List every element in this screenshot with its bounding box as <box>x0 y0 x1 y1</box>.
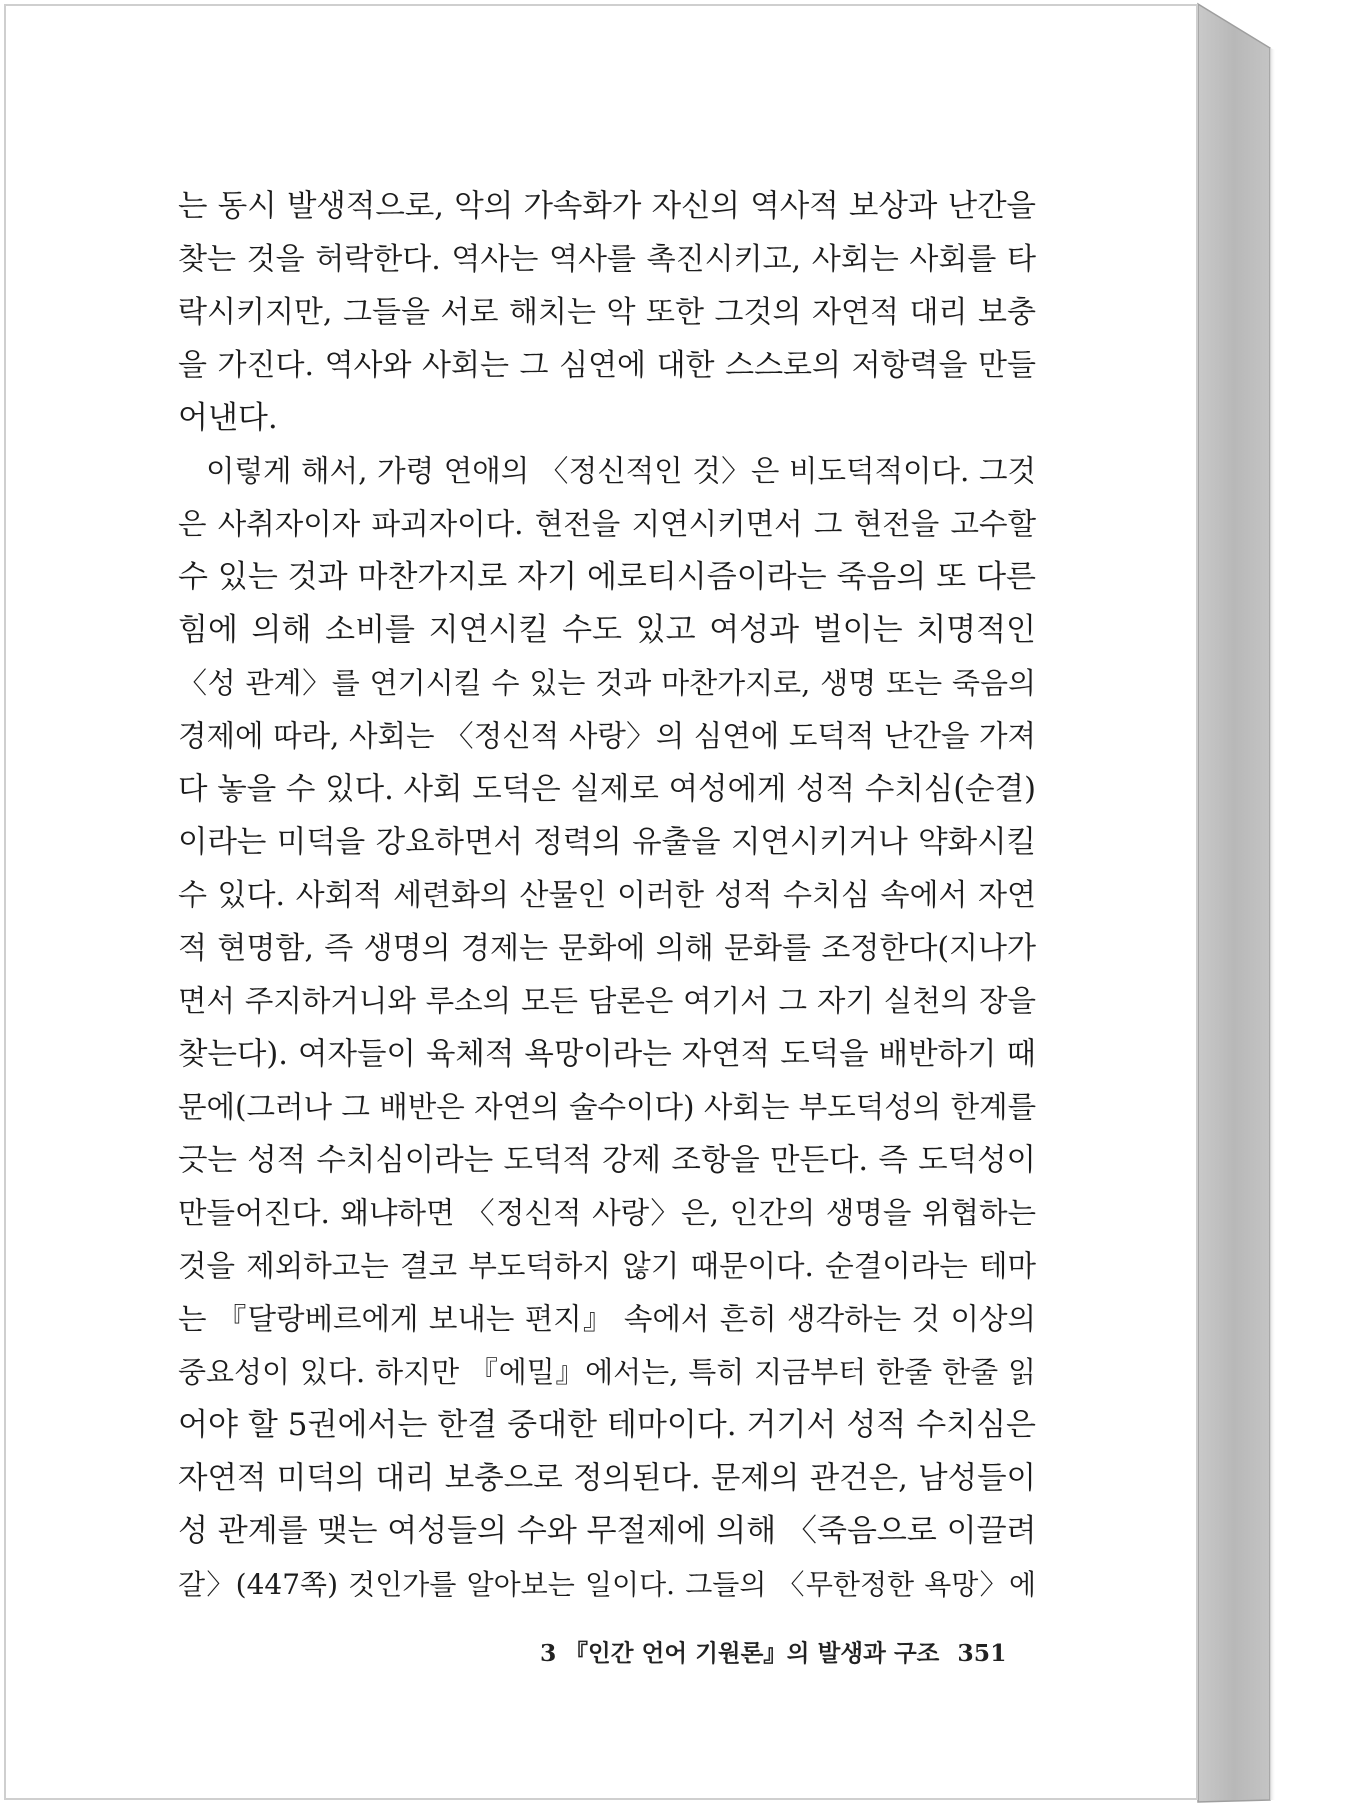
text-line: 수 있다. 사회적 세련화의 산물인 이러한 성적 수치심 속에서 자연 <box>178 878 1036 913</box>
text-line: 면서 주지하거니와 루소의 모든 담론은 여기서 그 자기 실천의 장을 <box>178 984 1036 1018</box>
text-line: 〈성 관계〉를 연기시킬 수 있는 것과 마찬가지로, 생명 또는 죽음의 <box>178 666 1036 700</box>
text-line: 이렇게 해서, 가령 연애의 〈정신적인 것〉은 비도덕적이다. 그것 <box>206 454 1036 488</box>
text-line: 을 가진다. 역사와 사회는 그 심연에 대한 스스로의 저항력을 만들 <box>178 348 1036 383</box>
text-line: 어야 할 5권에서는 한결 중대한 테마이다. 거기서 성적 수치심은 <box>178 1407 1036 1443</box>
text-line: 성 관계를 맺는 여성들의 수와 무절제에 의해 〈죽음으로 이끌려 <box>178 1513 1036 1549</box>
text-line: 문에(그러나 그 배반은 자연의 술수이다) 사회는 부도덕성의 한계를 <box>178 1090 1036 1124</box>
text-line: 찾는다). 여자들이 육체적 욕망이라는 자연적 도덕을 배반하기 때 <box>178 1037 1036 1072</box>
text-line: 만들어진다. 왜냐하면 〈정신적 사랑〉은, 인간의 생명을 위협하는 <box>178 1196 1036 1230</box>
text-line: 갈〉(447쪽) 것인가를 알아보는 일이다. 그들의 〈무한정한 욕망〉에 <box>178 1568 1036 1601</box>
text-line: 다 놓을 수 있다. 사회 도덕은 실제로 여성에게 성적 수치심(순결) <box>178 772 1036 807</box>
running-footer <box>540 1634 1010 1668</box>
body-text <box>178 180 1036 1611</box>
text-line: 중요성이 있다. 하지만 『에밀』에서는, 특히 지금부터 한줄 한줄 읽 <box>178 1355 1036 1389</box>
text-line: 는 동시 발생적으로, 악의 가속화가 자신의 역사적 보상과 난간을 <box>178 189 1036 224</box>
text-line: 경제에 따라, 사회는 〈정신적 사랑〉의 심연에 도덕적 난간을 가져 <box>178 719 1036 753</box>
text-line: 자연적 미덕의 대리 보충으로 정의된다. 문제의 관건은, 남성들이 <box>178 1461 1036 1496</box>
text-line: 어낸다. <box>178 400 278 436</box>
chapter-title: 3 『인간 언어 기원론』의 발생과 구조 <box>540 1639 940 1667</box>
text-line: 은 사취자이자 파괴자이다. 현전을 지연시키면서 그 현전을 고수할 <box>178 507 1036 541</box>
page-number: 351 <box>957 1639 1007 1667</box>
text-line: 것을 제외하고는 결코 부도덕하지 않기 때문이다. 순결이라는 테마 <box>178 1249 1036 1283</box>
text-line: 락시키지만, 그들을 서로 해치는 악 또한 그것의 자연적 대리 보충 <box>178 295 1036 330</box>
text-line: 찾는 것을 허락한다. 역사는 역사를 촉진시키고, 사회는 사회를 타 <box>178 242 1036 277</box>
text-line: 적 현명함, 즉 생명의 경제는 문화에 의해 문화를 조정한다(지나가 <box>178 931 1036 966</box>
text-line: 이라는 미덕을 강요하면서 정력의 유출을 지연시키거나 약화시킬 <box>178 825 1036 860</box>
text-line: 수 있는 것과 마찬가지로 자기 에로티시즘이라는 죽음의 또 다른 <box>178 559 1036 595</box>
text-line: 힘에 의해 소비를 지연시킬 수도 있고 여성과 벌이는 치명적인 <box>178 612 1036 648</box>
text-line: 는 『달랑베르에게 보내는 편지』 속에서 흔히 생각하는 것 이상의 <box>178 1302 1036 1336</box>
text-line: 긋는 성적 수치심이라는 도덕적 강제 조항을 만든다. 즉 도덕성이 <box>178 1143 1036 1178</box>
